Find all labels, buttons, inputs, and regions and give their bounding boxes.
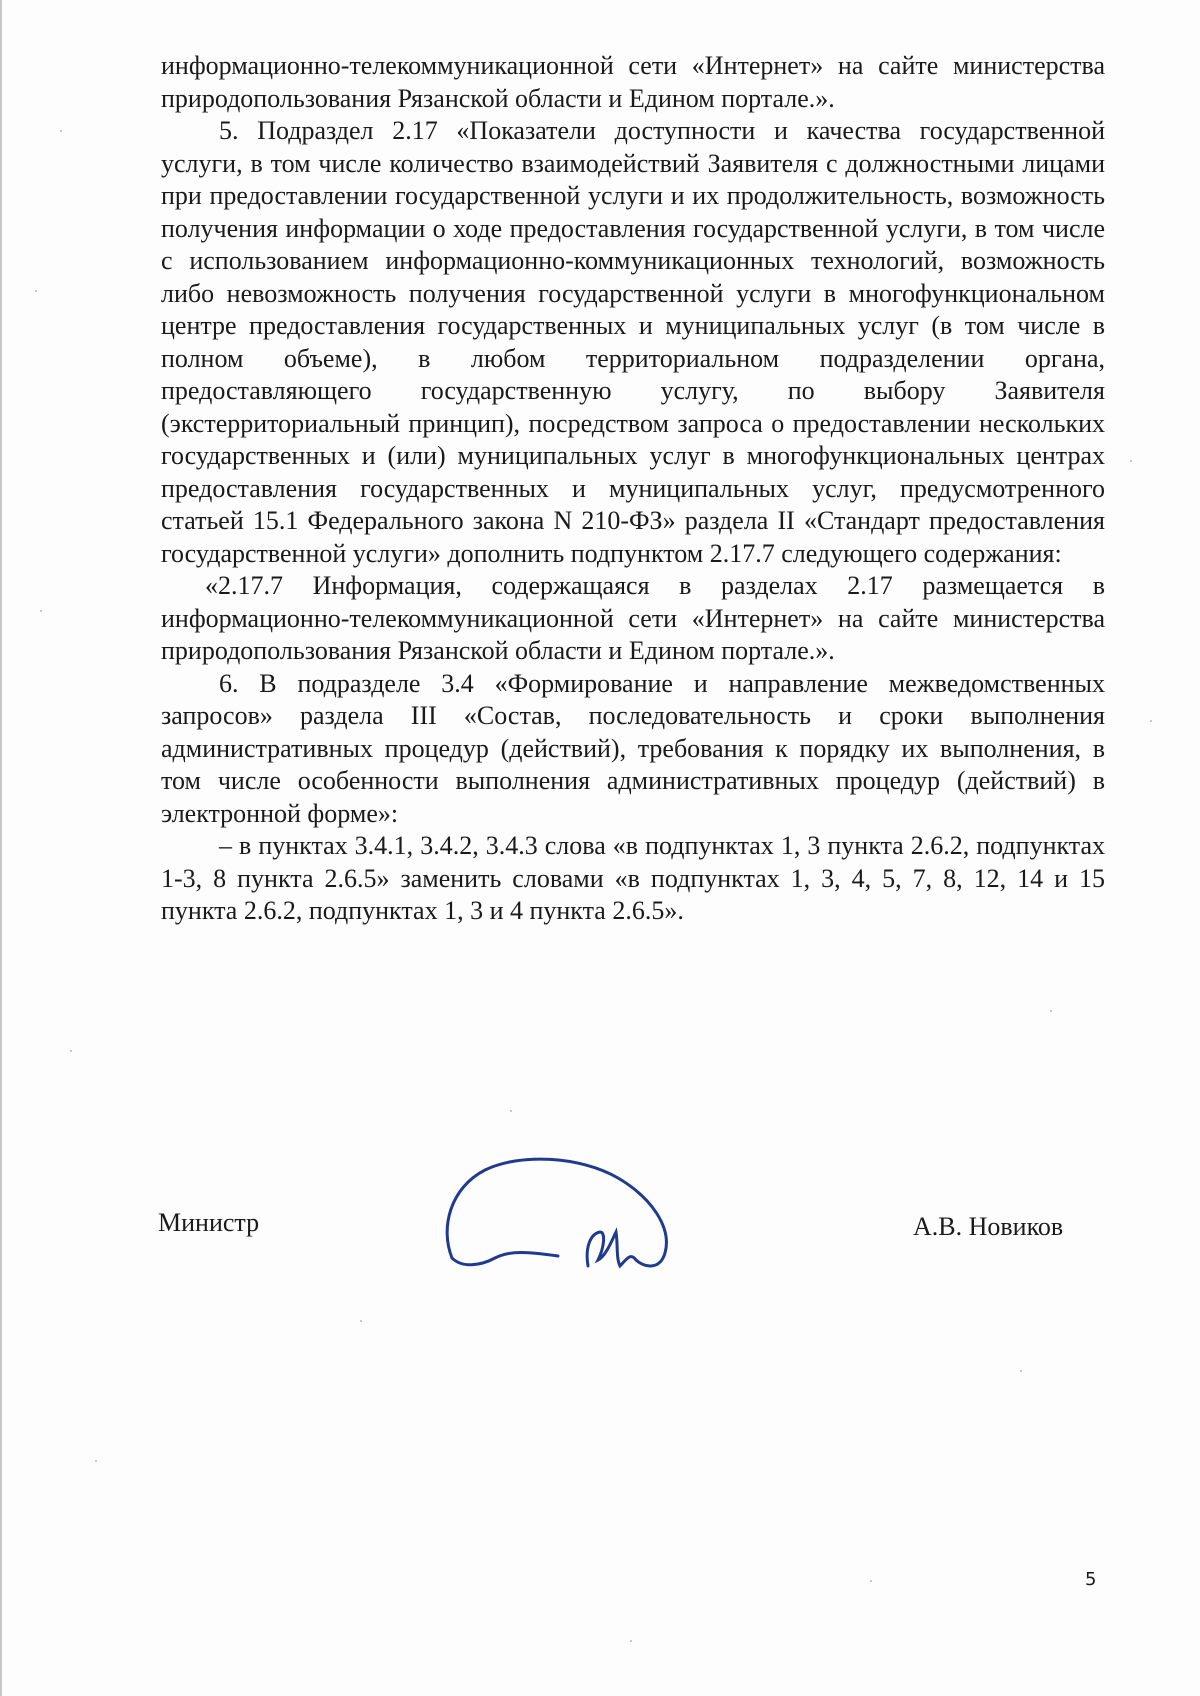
signer-position: Министр: [158, 1208, 260, 1237]
scan-speck: [1020, 1370, 1022, 1372]
paragraph-item-6: 6. В подразделе 3.4 «Формирование и направление межведомственных запросов» раздела III «Состав, последовательность и сроки выполнения административных процедур (действий), требования к порядку их выполнения, в том числе особенности выполнения административных процедур (действий) в электронной форме»:: [161, 668, 1105, 828]
signer-name: А.В. Новиков: [913, 1212, 1064, 1241]
scan-speck: [35, 290, 37, 292]
scan-speck: [870, 1580, 872, 1582]
document-body: [161, 50, 1105, 928]
page-number: 5: [1085, 1569, 1097, 1590]
scan-speck: [1050, 1010, 1052, 1012]
scan-speck: [60, 130, 62, 132]
scan-speck: [1150, 720, 1152, 722]
scan-speck: [40, 610, 42, 612]
scan-speck: [510, 1110, 512, 1112]
scan-speck: [1130, 460, 1132, 462]
paragraph-item-5: 5. Подраздел 2.17 «Показатели доступности и качества государственной услуги, в том числе количество взаимодействий Заявителя с должностными лицами при предоставлении государственной услуги и их продолжительность, возможность получения информации о ходе предоставления государственной услуги, в том числе с использованием информационно-коммуникационных технологий, возможность либо невозможность получения государственной услуги в многофункциональном центре предоставления государственных и муниципальных услуг (в том числе в полном объеме), в любом территориальном подразделении органа, предоставляющего государственную услугу, по выбору Заявителя (экстерриториальный принцип), посредством запроса о предоставлении нескольких государственных и (или) муниципальных услуг в многофункциональных центрах предоставления государственных и муниципальных услуг, предусмотренного статьей 15.1 Федерального закона N 210-ФЗ» раздела II «Стандарт предоставления государственной услуги» дополнить подпунктом 2.17.7 следующего содержания:: [161, 116, 1105, 568]
scan-speck: [360, 1320, 362, 1322]
handwritten-signature: [440, 1148, 680, 1278]
scan-speck: [95, 1460, 97, 1462]
paragraph-dash-item: – в пунктах 3.4.1, 3.4.2, 3.4.3 слова «в подпунктах 1, 3 пункта 2.6.2, подпунктах 1-3, 8 пункта 2.6.5» заменить словами «в подпунктах 1, 3, 4, 5, 7, 8, 12, 14 и 15 пункта 2.6.2, подпунктах 1, 3 и 4 пункта 2.6.5».: [161, 831, 1105, 925]
paragraph-quote-2-17-7: «2.17.7 Информация, содержащаяся в разделах 2.17 размещается в информационно-телекоммуникационной сети «Интернет» на сайте министерства природопользования Рязанской области и Едином портале.».: [161, 571, 1105, 665]
paragraph-continuation: информационно-телекоммуникационной сети «Интернет» на сайте министерства природопользования Рязанской области и Едином портале.».: [161, 51, 1105, 113]
scan-edge: [0, 0, 2, 1696]
scan-speck: [630, 1640, 632, 1642]
scan-speck: [70, 1050, 72, 1052]
